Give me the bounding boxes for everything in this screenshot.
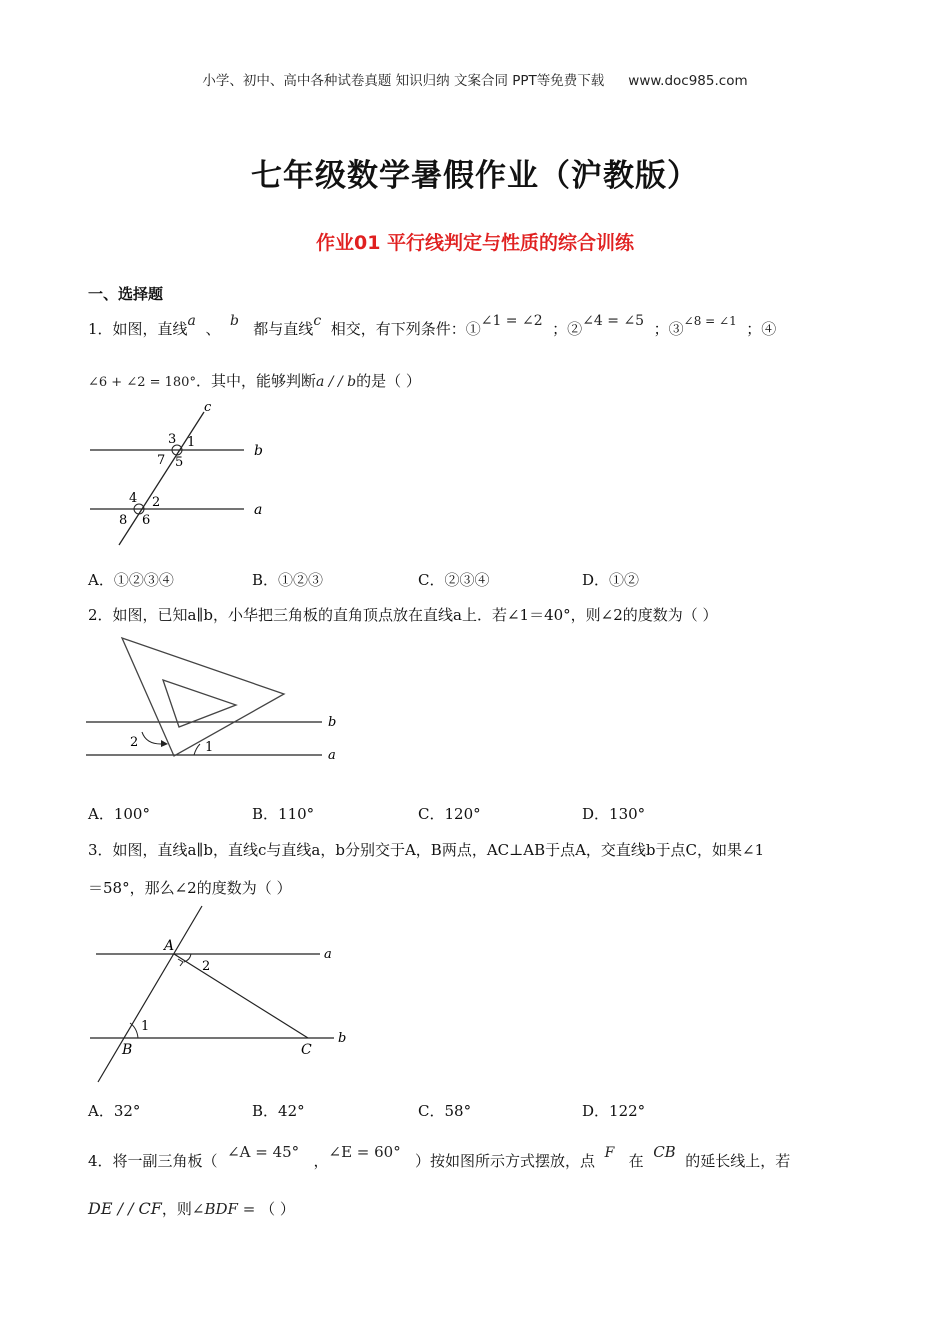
label-angle-2: 2 <box>152 495 161 510</box>
question-1-figure <box>86 398 286 550</box>
question-3-line-1: 3．如图，直线a∥b，直线c与直线a，b分别交于A，B两点，AC⊥AB于点A，交直线b于点C，如果∠1 <box>88 841 765 859</box>
section-heading: 一、选择题 <box>88 285 164 303</box>
label-a: a <box>254 502 263 518</box>
label-a: a <box>328 748 336 763</box>
question-1-line-2: ∠6 + ∠2 = 180°．其中，能够判断a / / b的是（ ） <box>88 372 421 390</box>
option-3d[interactable]: D．122° <box>582 1102 646 1120</box>
label-angle-1: 1 <box>187 435 196 450</box>
question-4-line-2: DE / / CF，则∠BDF = （ ） <box>88 1199 295 1218</box>
option-3b[interactable]: B．42° <box>252 1102 305 1120</box>
label-angle-2: 2 <box>202 959 211 974</box>
label-line-b: b <box>338 1031 347 1046</box>
option-1c[interactable]: C．②③④ <box>418 571 490 589</box>
angle-2-arc <box>142 732 161 744</box>
segment-ac <box>174 954 308 1038</box>
label-angle-3: 3 <box>168 432 177 447</box>
header-text: 小学、初中、高中各种试卷真题 知识归纳 文案合同 PPT等免费下载 <box>202 73 605 89</box>
triangle-inner <box>163 680 236 727</box>
angle-1-arc <box>194 744 200 755</box>
question-3-figure <box>84 902 364 1086</box>
option-1d[interactable]: D．①② <box>582 571 640 589</box>
label-c: c <box>204 400 212 415</box>
label-point-b: B <box>122 1042 133 1058</box>
question-3-line-2: ＝58°，那么∠2的度数为（ ） <box>88 879 292 897</box>
option-2b[interactable]: B．110° <box>252 805 315 823</box>
label-angle-6: 6 <box>142 513 151 528</box>
label-angle-1: 1 <box>205 740 214 755</box>
label-angle-8: 8 <box>119 513 128 528</box>
label-angle-4: 4 <box>129 491 138 506</box>
page-subtitle: 作业01 平行线判定与性质的综合训练 <box>315 232 635 254</box>
label-line-a: a <box>324 947 332 962</box>
question-2-figure <box>84 632 354 768</box>
line-c <box>98 906 202 1082</box>
label-angle-1: 1 <box>141 1019 150 1034</box>
label-point-c: C <box>301 1042 312 1058</box>
page-header <box>0 69 950 89</box>
option-2d[interactable]: D．130° <box>582 805 646 823</box>
question-2-text: 2．如图，已知a∥b，小华把三角板的直角顶点放在直线a上．若∠1＝40°，则∠2的度数为（ ） <box>88 606 718 624</box>
option-1a[interactable]: A．①②③④ <box>88 571 174 589</box>
question-4-line-1: 4．将一副三角板（ ∠A = 45° ，∠E = 60° ）按如图所示方式摆放，点 F 在 CB 的延长线上，若 <box>88 1143 791 1170</box>
label-b: b <box>254 443 263 459</box>
header-url[interactable]: www.doc985.com <box>628 73 748 89</box>
page-title: 七年级数学暑假作业（沪教版） <box>251 158 699 194</box>
option-1b[interactable]: B．①②③ <box>252 571 324 589</box>
label-angle-5: 5 <box>175 455 184 470</box>
option-3a[interactable]: A．32° <box>88 1102 141 1120</box>
option-2a[interactable]: A．100° <box>88 805 150 823</box>
option-2c[interactable]: C．120° <box>418 805 481 823</box>
right-angle-mark <box>178 959 183 966</box>
label-angle-7: 7 <box>157 453 166 468</box>
label-point-a: A <box>164 938 175 954</box>
question-1-line-1: 1．如图，直线a 、 b 都与直线c 相交，有下列条件：①∠1 = ∠2 ；②∠4 = ∠5 ；③$^{\angle 8 = \angle 1}$ ；④ <box>88 313 777 338</box>
label-angle-2: 2 <box>130 735 139 750</box>
option-3c[interactable]: C．58° <box>418 1102 472 1120</box>
line-c <box>119 412 204 545</box>
label-b: b <box>328 715 337 730</box>
